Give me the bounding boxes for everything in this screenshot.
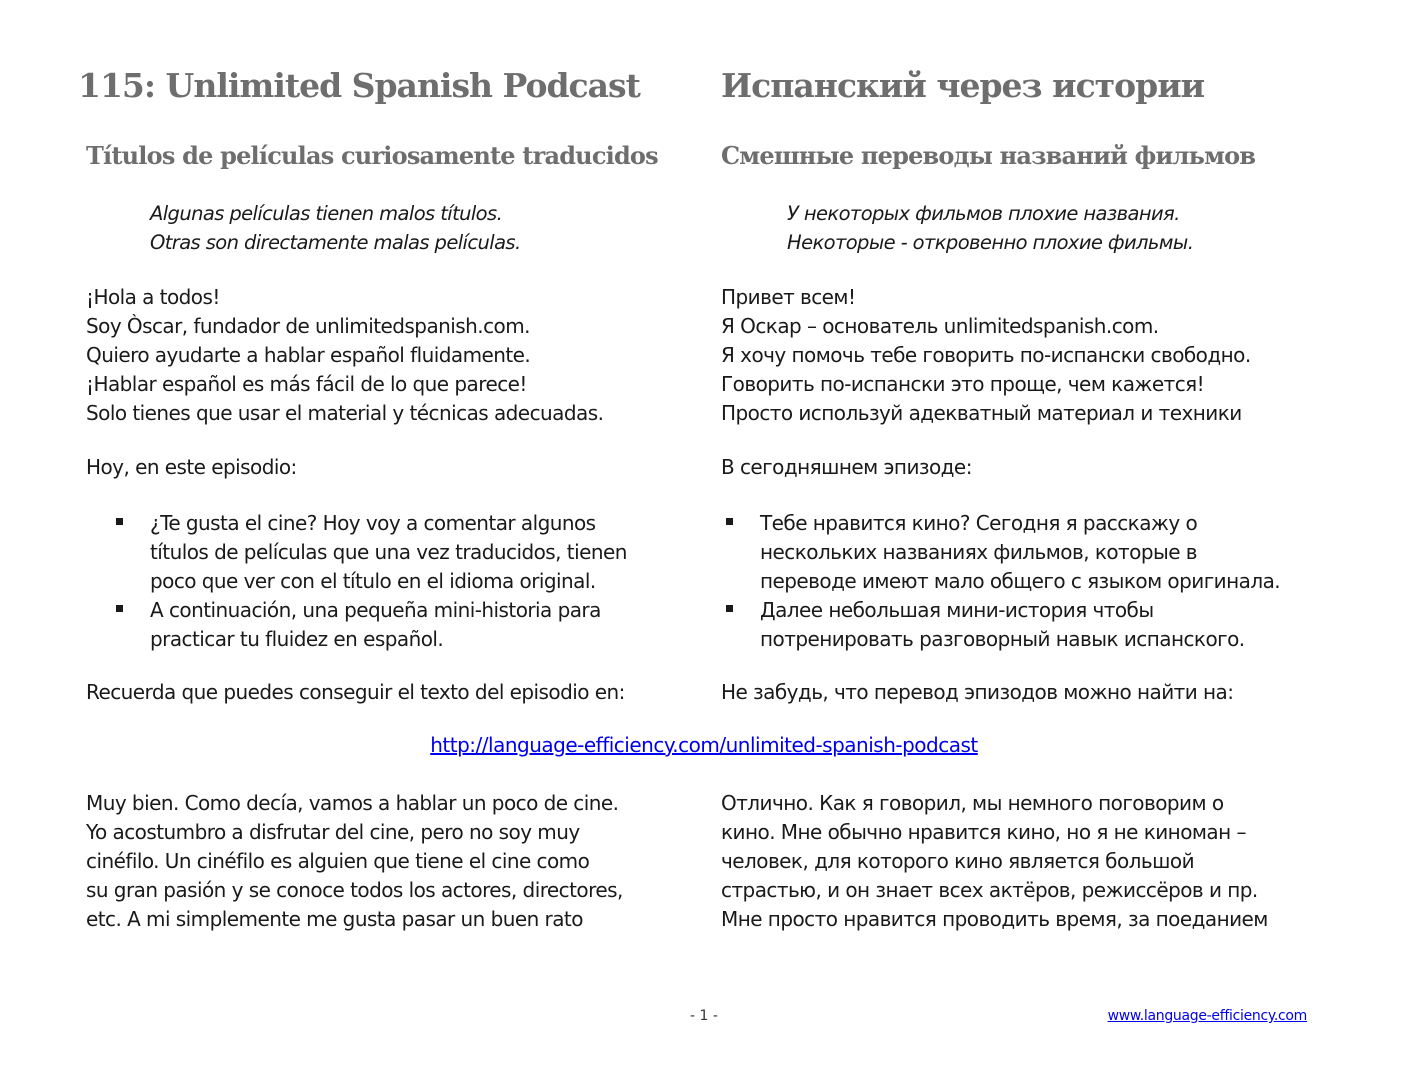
greeting-line: Quiero ayudarte a hablar español fluidamente. — [86, 343, 531, 367]
body-line: su gran pasión y se conoce todos los actores, directores, — [86, 878, 623, 902]
list-item — [726, 509, 1280, 596]
greeting-line: Привет всем! — [721, 285, 856, 309]
greeting-paragraph — [86, 283, 603, 428]
square-bullet-icon — [116, 518, 123, 525]
greeting-line: Я Оскар – основатель unlimitedspanish.com. — [721, 314, 1159, 338]
quote-line: Algunas películas tienen malos títulos. — [150, 202, 503, 225]
body-line: cinéfilo. Un cinéfilo es alguien que tiene el cine como — [86, 849, 590, 873]
quote-line: У некоторых фильмов плохие названия. — [787, 202, 1180, 225]
remember-text-translation: Не забудь, что перевод эпизодов можно найти на: — [721, 680, 1234, 704]
body-line: Мне просто нравится проводить время, за поеданием — [721, 907, 1268, 931]
episode-subtitle-translation: Смешные переводы названий фильмов — [721, 141, 1256, 170]
episode-topics-list-translation — [726, 509, 1280, 654]
body-line: Yo acostumbro a disfrutar del cine, pero no soy muy — [86, 820, 580, 844]
greeting-line: Говорить по-испански это проще, чем кажется! — [721, 372, 1205, 396]
greeting-line: Просто используй адекватный материал и техники — [721, 401, 1242, 425]
bullet-line: Тебе нравится кино? Сегодня я расскажу о — [760, 511, 1198, 535]
episode-intro-translation: В сегодняшнем эпизоде: — [721, 455, 972, 479]
bullet-line: потренировать разговорный навык испанского. — [760, 627, 1245, 651]
square-bullet-icon — [726, 605, 733, 612]
footer-site-link[interactable]: www.language-efficiency.com — [1107, 1008, 1307, 1024]
greeting-line: Solo tienes que usar el material y técnicas adecuadas. — [86, 401, 604, 425]
bullet-line: ¿Te gusta el cine? Hoy voy a comentar algunos — [150, 511, 596, 535]
quote-line: Некоторые - откровенно плохие фильмы. — [787, 231, 1194, 254]
page-title-translation: Испанский через истории — [721, 66, 1205, 105]
body-line: Отлично. Как я говорил, мы немного поговорим о — [721, 791, 1224, 815]
bullet-line: títulos de películas que una vez traducidos, tienen — [150, 540, 627, 564]
list-item — [116, 509, 627, 596]
bullet-line: A continuación, una pequeña mini-historia para — [150, 598, 601, 622]
podcast-link-row — [0, 733, 1408, 757]
square-bullet-icon — [726, 518, 733, 525]
bullet-line: нескольких названиях фильмов, которые в — [760, 540, 1198, 564]
greeting-line: Soy Òscar, fundador de unlimitedspanish.com. — [86, 314, 530, 338]
body-line: страстью, и он знает всех актёров, режиссёров и пр. — [721, 878, 1258, 902]
body-line: кино. Мне обычно нравится кино, но я не киноман – — [721, 820, 1246, 844]
intro-quote-translation — [787, 199, 1193, 257]
bullet-line: Далее небольшая мини-история чтобы — [760, 598, 1154, 622]
body-line: Muy bien. Como decía, vamos a hablar un poco de cine. — [86, 791, 619, 815]
page-title: 115: Unlimited Spanish Podcast — [78, 66, 640, 105]
body-paragraph — [86, 789, 623, 934]
body-line: человек, для которого кино является большой — [721, 849, 1195, 873]
bullet-line: poco que ver con el título en el idioma original. — [150, 569, 596, 593]
square-bullet-icon — [116, 605, 123, 612]
list-item — [726, 596, 1280, 654]
greeting-line: Я хочу помочь тебе говорить по-испански свободно. — [721, 343, 1251, 367]
page-number: - 1 - — [690, 1008, 718, 1024]
greeting-line: ¡Hablar español es más fácil de lo que parece! — [86, 372, 527, 396]
body-line: etc. A mi simplemente me gusta pasar un buen rato — [86, 907, 583, 931]
body-paragraph-translation — [721, 789, 1268, 934]
bullet-line: practicar tu fluidez en español. — [150, 627, 444, 651]
episode-intro: Hoy, en este episodio: — [86, 455, 297, 479]
bullet-line: переводе имеют мало общего с языком оригинала. — [760, 569, 1281, 593]
remember-text: Recuerda que puedes conseguir el texto del episodio en: — [86, 680, 625, 704]
episode-subtitle: Títulos de películas curiosamente traducidos — [86, 141, 658, 170]
podcast-link[interactable]: http://language-efficiency.com/unlimited-spanish-podcast — [430, 733, 978, 757]
list-item — [116, 596, 627, 654]
episode-topics-list — [116, 509, 627, 654]
intro-quote — [150, 199, 521, 257]
greeting-line: ¡Hola a todos! — [86, 285, 220, 309]
greeting-paragraph-translation — [721, 283, 1251, 428]
quote-line: Otras son directamente malas películas. — [150, 231, 521, 254]
